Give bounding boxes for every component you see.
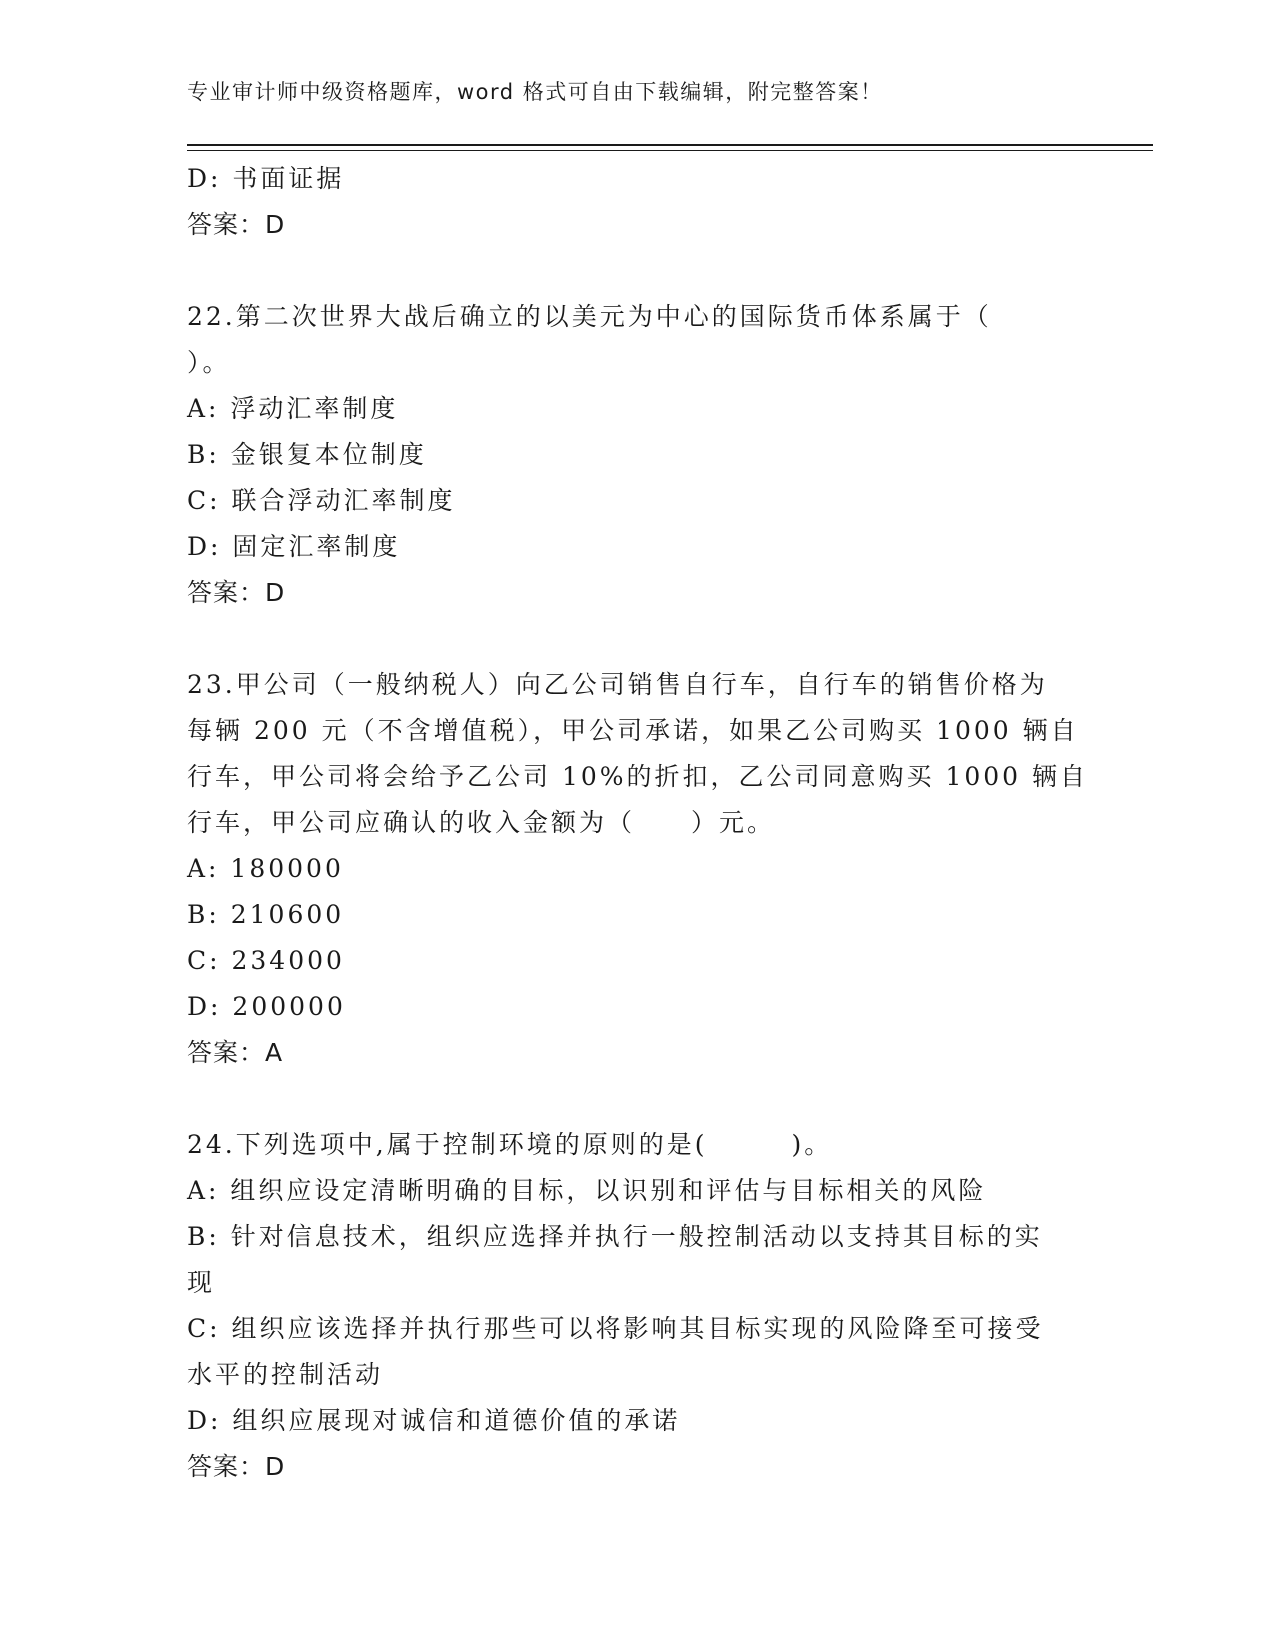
q23-stem-line: 行车，甲公司应确认的收入金额为（ ）元。 <box>187 808 776 837</box>
q22-option-d: D: 固定汇率制度 <box>187 532 401 561</box>
q22-option-b: B: 金银复本位制度 <box>187 440 427 469</box>
q22-stem-line: ）。 <box>187 348 231 377</box>
q24-option-a: A: 组织应设定清晰明确的目标，以识别和评估与目标相关的风险 <box>187 1176 987 1205</box>
q22-option-a: A: 浮动汇率制度 <box>187 394 399 423</box>
q22-answer: 答案：D <box>187 578 286 607</box>
q23-stem-line: 每辆 200 元（不含增值税），甲公司承诺，如果乙公司购买 1000 辆自 <box>187 716 1079 745</box>
q24-option-b: B: 针对信息技术，组织应选择并执行一般控制活动以支持其目标的实 <box>187 1222 1043 1251</box>
page-header: 专业审计师中级资格题库，word 格式可自由下载编辑，附完整答案！ <box>187 80 883 104</box>
q23-stem-line: 23.甲公司（一般纳税人）向乙公司销售自行车，自行车的销售价格为 <box>187 670 1048 699</box>
header-rule-bottom <box>187 150 1153 151</box>
q21-option-d: D: 书面证据 <box>187 164 345 193</box>
q24-option-d: D: 组织应展现对诚信和道德价值的承诺 <box>187 1406 681 1435</box>
q24-option-b-cont: 现 <box>187 1268 216 1297</box>
q23-option-b: B: 210600 <box>187 900 345 929</box>
q21-answer: 答案：D <box>187 210 286 239</box>
q24-stem-line: 24.下列选项中,属于控制环境的原则的是( )。 <box>187 1130 833 1159</box>
q23-answer: 答案：A <box>187 1038 284 1067</box>
q23-option-a: A: 180000 <box>187 854 344 883</box>
q23-stem-line: 行车，甲公司将会给予乙公司 10%的折扣，乙公司同意购买 1000 辆自 <box>187 762 1089 791</box>
question-content <box>187 156 1087 1490</box>
q22-option-c: C: 联合浮动汇率制度 <box>187 486 456 515</box>
q24-answer: 答案：D <box>187 1452 286 1481</box>
q23-option-d: D: 200000 <box>187 992 346 1021</box>
q24-option-c-cont: 水平的控制活动 <box>187 1360 384 1389</box>
q23-option-c: C: 234000 <box>187 946 345 975</box>
q22-stem-line: 22.第二次世界大战后确立的以美元为中心的国际货币体系属于（ <box>187 302 992 331</box>
header-rule-top <box>187 144 1153 146</box>
q24-option-c: C: 组织应该选择并执行那些可以将影响其目标实现的风险降至可接受 <box>187 1314 1044 1343</box>
